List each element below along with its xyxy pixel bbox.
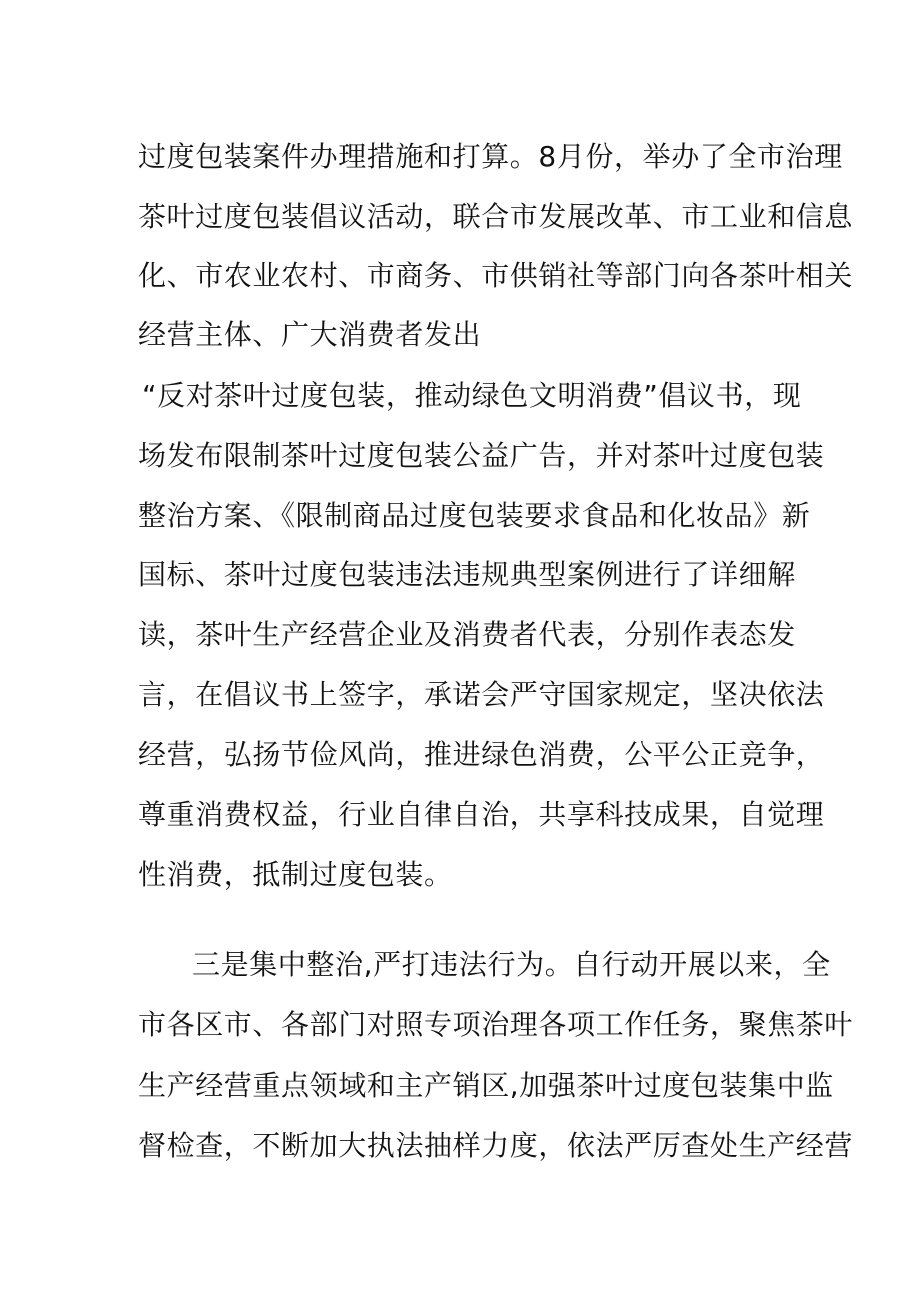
text-line: 整治方案、《限制商品过度包装要求食品和化妆品》新	[138, 499, 811, 532]
text-line: 国标、茶叶过度包装违法违规典型案例进行了详细解	[138, 558, 796, 591]
text-line: 言，在倡议书上签字，承诺会严守国家规定，坚决依法	[138, 678, 825, 711]
text-line: 生产经营重点领域和主产销区,加强茶叶过度包装集中监	[138, 1069, 834, 1102]
text-line: 化、市农业农村、市商务、市供销社等部门向各茶叶相关	[138, 259, 854, 292]
text-line: 尊重消费权益，行业自律自治，共享科技成果，自觉理	[138, 798, 825, 831]
text-line: “反对茶叶过度包装，推动绿色文明消费”倡议书，现	[142, 379, 802, 412]
paragraph-first-line: 三是集中整治,严打违法行为。自行动开展以来，全	[192, 948, 831, 981]
text-line: 督检查，不断加大执法抽样力度，依法严厉查处生产经营	[138, 1129, 854, 1162]
text-line: 经营主体、广大消费者发出	[138, 318, 482, 351]
text-line: 读，茶叶生产经营企业及消费者代表，分别作表态发	[138, 618, 796, 651]
text-line: 性消费，抵制过度包装。	[138, 858, 453, 891]
text-line: 过度包装案件办理措施和打算。8月份，举办了全市治理	[138, 140, 843, 173]
text-line: 经营，弘扬节俭风尚，推进绿色消费，公平公正竞争，	[138, 738, 825, 771]
text-line: 茶叶过度包装倡议活动，联合市发展改革、市工业和信息	[138, 200, 854, 233]
text-line: 场发布限制茶叶过度包装公益广告，并对茶叶过度包装	[138, 439, 825, 472]
text-line: 市各区市、各部门对照专项治理各项工作任务，聚焦茶叶	[138, 1008, 854, 1041]
